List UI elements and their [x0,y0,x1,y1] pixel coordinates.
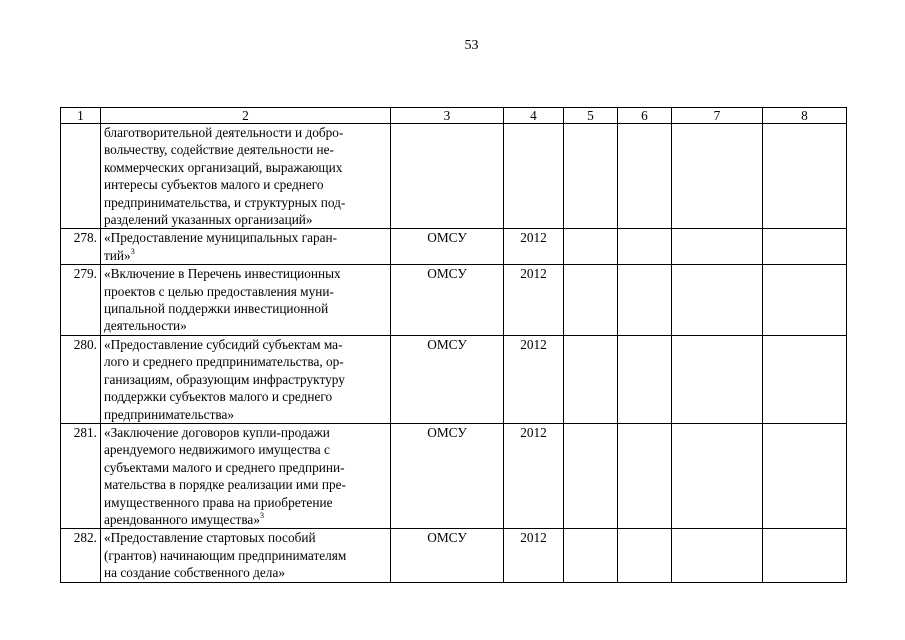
footnote-marker: 3 [130,246,135,256]
row-number-text: 280. [73,336,97,352]
header-cell: 8 [763,108,847,124]
column-6-cell [618,423,672,528]
executor-cell [391,229,504,265]
table-row [61,423,847,528]
measure-name-text: благотворительной деятельности и добро- вольчеству, содействие деятельности не- коммерческих организаций, выражающих интересы субъектов малого и среднего предпринимательства, и структурных под- разделений указанных организаций» [104,125,346,228]
column-5-cell [564,265,618,336]
executor-cell-text: ОМСУ [427,230,467,246]
executor-cell [391,265,504,336]
table-row [61,124,847,229]
executor-cell [391,335,504,423]
column-8-cell [763,265,847,336]
column-8-cell [763,423,847,528]
row-number-text: 278. [73,230,97,246]
table-row [61,335,847,423]
column-6-cell [618,229,672,265]
measure-name-text: «Предоставление субсидий субъектам ма- лого и среднего предпринимательства, ор- ганизациям, образующим инфраструктуру поддержки субъектов малого и среднего предпринимательства» [104,336,345,422]
executor-cell-text: ОМСУ [427,424,467,440]
measure-name [101,229,391,265]
page-number: 53 [464,38,479,53]
table-row [61,265,847,336]
year-cell [504,229,564,265]
row-number [61,423,101,528]
column-7-cell [672,529,763,582]
year-cell [504,529,564,582]
executor-cell [391,124,504,229]
year-cell-text: 2012 [520,266,547,282]
table-row [61,529,847,582]
measure-name [101,423,391,528]
column-5-cell [564,124,618,229]
column-5-cell [564,335,618,423]
row-number [61,529,101,582]
year-cell-text: 2012 [520,424,547,440]
column-8-cell [763,529,847,582]
measure-name-text: «Включение в Перечень инвестиционных проектов с целью предоставления муни- ципальной поддержки инвестиционной деятельности» [104,266,341,334]
column-5-cell [564,423,618,528]
measure-name [101,529,391,582]
row-number [61,124,101,229]
measure-name-text: «Заключение договоров купли-продажи арендуемого недвижимого имущества с субъектами малого и среднего предприни- мательства в порядке реализации ими пре- имущественного права на приобретение арендованного имущества» [104,424,346,527]
header-cell: 4 [504,108,564,124]
column-7-cell [672,265,763,336]
header-cell: 5 [564,108,618,124]
header-cell: 6 [618,108,672,124]
measure-name [101,124,391,229]
table-body [61,124,847,583]
year-cell-text: 2012 [520,230,547,246]
executor-cell [391,423,504,528]
column-5-cell [564,529,618,582]
measures-table [60,107,847,583]
row-number-text: 279. [73,266,97,282]
column-8-cell [763,124,847,229]
column-6-cell [618,335,672,423]
executor-cell-text: ОМСУ [427,336,467,352]
column-6-cell [618,265,672,336]
measure-name [101,265,391,336]
column-5-cell [564,229,618,265]
measure-name-text: «Предоставление муниципальных гаран- тий» [104,230,338,263]
footnote-marker: 3 [259,510,264,520]
column-7-cell [672,335,763,423]
year-cell-text: 2012 [520,336,547,352]
year-cell [504,265,564,336]
column-7-cell [672,124,763,229]
measure-name-text: «Предоставление стартовых пособий (грантов) начинающим предпринимателям на создание собственного дела» [104,530,347,581]
executor-cell [391,529,504,582]
year-cell-text: 2012 [520,530,547,546]
column-8-cell [763,229,847,265]
table-header-row [61,108,847,124]
measure-name [101,335,391,423]
year-cell [504,124,564,229]
header-cell: 2 [101,108,391,124]
year-cell [504,423,564,528]
executor-cell-text: ОМСУ [427,530,467,546]
column-7-cell [672,229,763,265]
row-number-text: 282. [73,530,97,546]
column-6-cell [618,124,672,229]
header-cell: 3 [391,108,504,124]
column-8-cell [763,335,847,423]
executor-cell-text: ОМСУ [427,266,467,282]
row-number [61,265,101,336]
row-number [61,229,101,265]
row-number-text: 281. [73,424,97,440]
year-cell [504,335,564,423]
row-number [61,335,101,423]
column-7-cell [672,423,763,528]
header-cell: 1 [61,108,101,124]
table-row [61,229,847,265]
header-cell: 7 [672,108,763,124]
column-6-cell [618,529,672,582]
